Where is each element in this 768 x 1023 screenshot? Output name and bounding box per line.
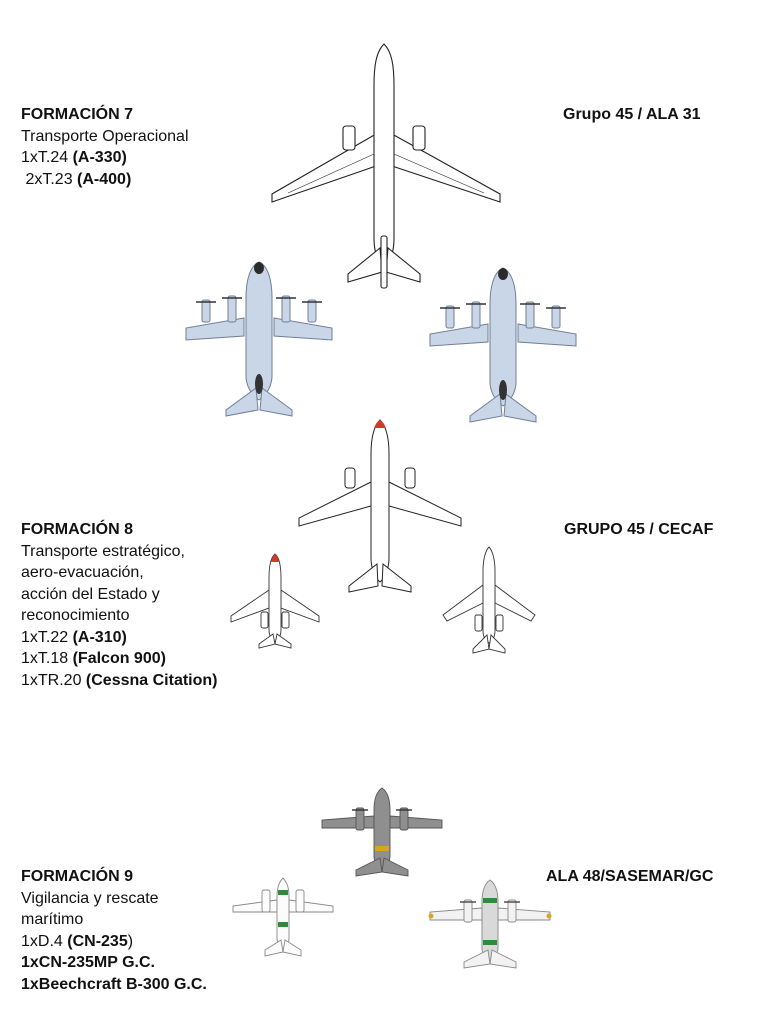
beechcraft-b300-icon — [231, 876, 335, 960]
formation-7-unit: Grupo 45 / ALA 31 — [563, 106, 701, 123]
formation-9-unit: ALA 48/SASEMAR/GC — [546, 868, 714, 885]
formation-9-text — [21, 866, 207, 995]
formation-7-line: 2xT.23 (A-400) — [21, 170, 132, 188]
formation-9-title: FORMACIÓN 9 — [21, 868, 133, 885]
formation-9-line: 1xCN-235MP G.C. — [21, 954, 155, 971]
formation-7-title: FORMACIÓN 7 — [21, 106, 133, 123]
formation-8-line: reconocimiento — [21, 607, 130, 624]
formation-8-line: acción del Estado y — [21, 585, 160, 603]
formation-8-text — [21, 519, 218, 691]
formation-8-line: aero-evacuación, — [21, 564, 144, 581]
a400m-left-icon — [184, 258, 334, 420]
formation-7-line: 1xT.24 (A-330) — [21, 149, 127, 166]
formation-9-line: 1xD.4 (CN-235) — [21, 932, 134, 950]
a330-airliner-icon — [268, 42, 504, 290]
cn235mp-gc-icon — [428, 878, 552, 972]
formation-9-line: marítimo — [21, 911, 84, 928]
formation-7-text — [21, 104, 189, 190]
formation-8-line: 1xTR.20 (Cessna Citation) — [21, 671, 218, 689]
formation-9-line: Vigilancia y rescate — [21, 889, 159, 907]
formation-9-line: 1xBeechcraft B-300 G.C. — [21, 975, 207, 993]
a400m-right-icon — [428, 264, 578, 426]
formation-8-line: Transporte estratégico, — [21, 542, 185, 560]
formation-8-line: 1xT.18 (Falcon 900) — [21, 650, 166, 667]
falcon900-jet-icon — [229, 550, 321, 650]
formation-8-line: 1xT.22 (A-310) — [21, 628, 127, 646]
formation-8-unit: GRUPO 45 / CECAF — [564, 521, 714, 538]
formation-8-title: FORMACIÓN 8 — [21, 521, 133, 538]
cn235-gray-icon — [320, 786, 444, 880]
cessna-citation-jet-icon — [441, 545, 537, 657]
a310-airliner-icon — [297, 418, 463, 598]
formation-7-line: Transporte Operacional — [21, 127, 189, 145]
